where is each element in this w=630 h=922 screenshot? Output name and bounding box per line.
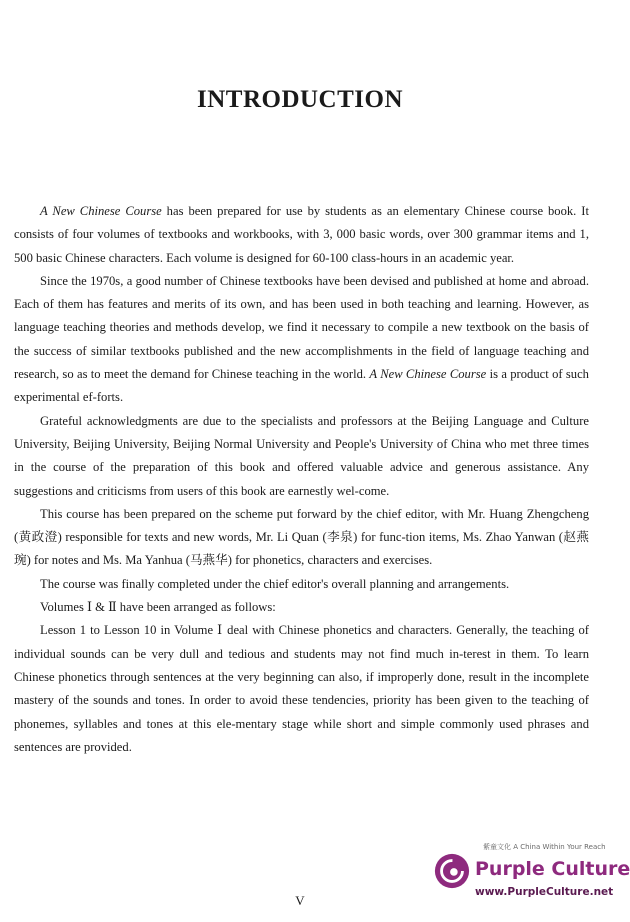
page-number: V: [295, 893, 305, 908]
paragraph-2: [14, 270, 589, 410]
purple-culture-watermark: [425, 838, 630, 910]
watermark-chinese-name: 紫童文化: [483, 843, 511, 851]
paragraph-text-after: is a product of such experimental ef-forts.: [14, 367, 589, 405]
page-title: INTRODUCTION: [196, 86, 404, 113]
watermark-tagline: A China Within Your Reach: [513, 843, 606, 851]
purple-culture-logo-icon: [433, 852, 471, 890]
paragraph-1: [14, 200, 589, 270]
watermark-tagline-row: [483, 842, 606, 852]
paragraph-text: has been prepared for use by students as an elementary Chinese course book. It consists of four volumes of textbooks and workbooks, with 3, 000 basic words, over 300 grammar items and 1, 500 basic Chinese characters. Each volume is designed for 60-100 class-hours in an academic year.: [14, 204, 589, 265]
watermark-url: www.PurpleCulture.net: [475, 886, 614, 898]
paragraph-6: Volumes Ⅰ & Ⅱ have been arranged as follows:: [40, 600, 276, 615]
paragraph-3: Grateful acknowledgments are due to the specialists and professors at the Beijing Language and Culture University, Beijing University, Beijing Normal University and People's University of China who met three times in the course of the preparation of this book and offered valuable advice and generous assistance. Any suggestions and criticisms from users of this book are earnestly wel-come.: [14, 413, 589, 498]
watermark-brand: Purple Culture: [475, 858, 630, 880]
introduction-body: [14, 200, 589, 759]
book-title: A New Chinese Course: [369, 367, 487, 382]
book-title: A New Chinese Course: [40, 204, 162, 218]
paragraph-5: The course was finally completed under the chief editor's overall planning and arrangements.: [40, 576, 510, 591]
paragraph-text: Since the 1970s, a good number of Chinese textbooks have been devised and published at home and abroad. Each of them has features and merits of its own, and has been used in both teaching and learning. However, as language teaching theories and methods develop, we find it necessary to compile a new textbook on the basis of the success of similar textbooks published and the new accomplishments in the field of language teaching and research, so as to meet the demand for Chinese teaching in the world.: [14, 273, 589, 382]
paragraph-4: This course has been prepared on the scheme put forward by the chief editor, with Mr. Huang Zhengcheng (黄政澄) responsible for texts and new words, Mr. Li Quan (李泉) for func-tion items, Ms. Zhao Yanwan (赵燕琬) for notes and Ms. Ma Yanhua (马燕华) for phonetics, characters and exercises.: [14, 506, 589, 568]
paragraph-7: Lesson 1 to Lesson 10 in Volume Ⅰ deal with Chinese phonetics and characters. Generally, the teaching of individual sounds can be very dull and tedious and students may not find much in-terest in them. To learn Chinese phonetics through sentences at the very beginning can also, if improperly done, result in the incomplete mastery of the sounds and tones. In order to avoid these tendencies, priority has been given to the teaching of phonemes, syllables and tones at this ele-mentary stage while short and simple commonly used phrases and sentences are provided.: [14, 623, 589, 754]
